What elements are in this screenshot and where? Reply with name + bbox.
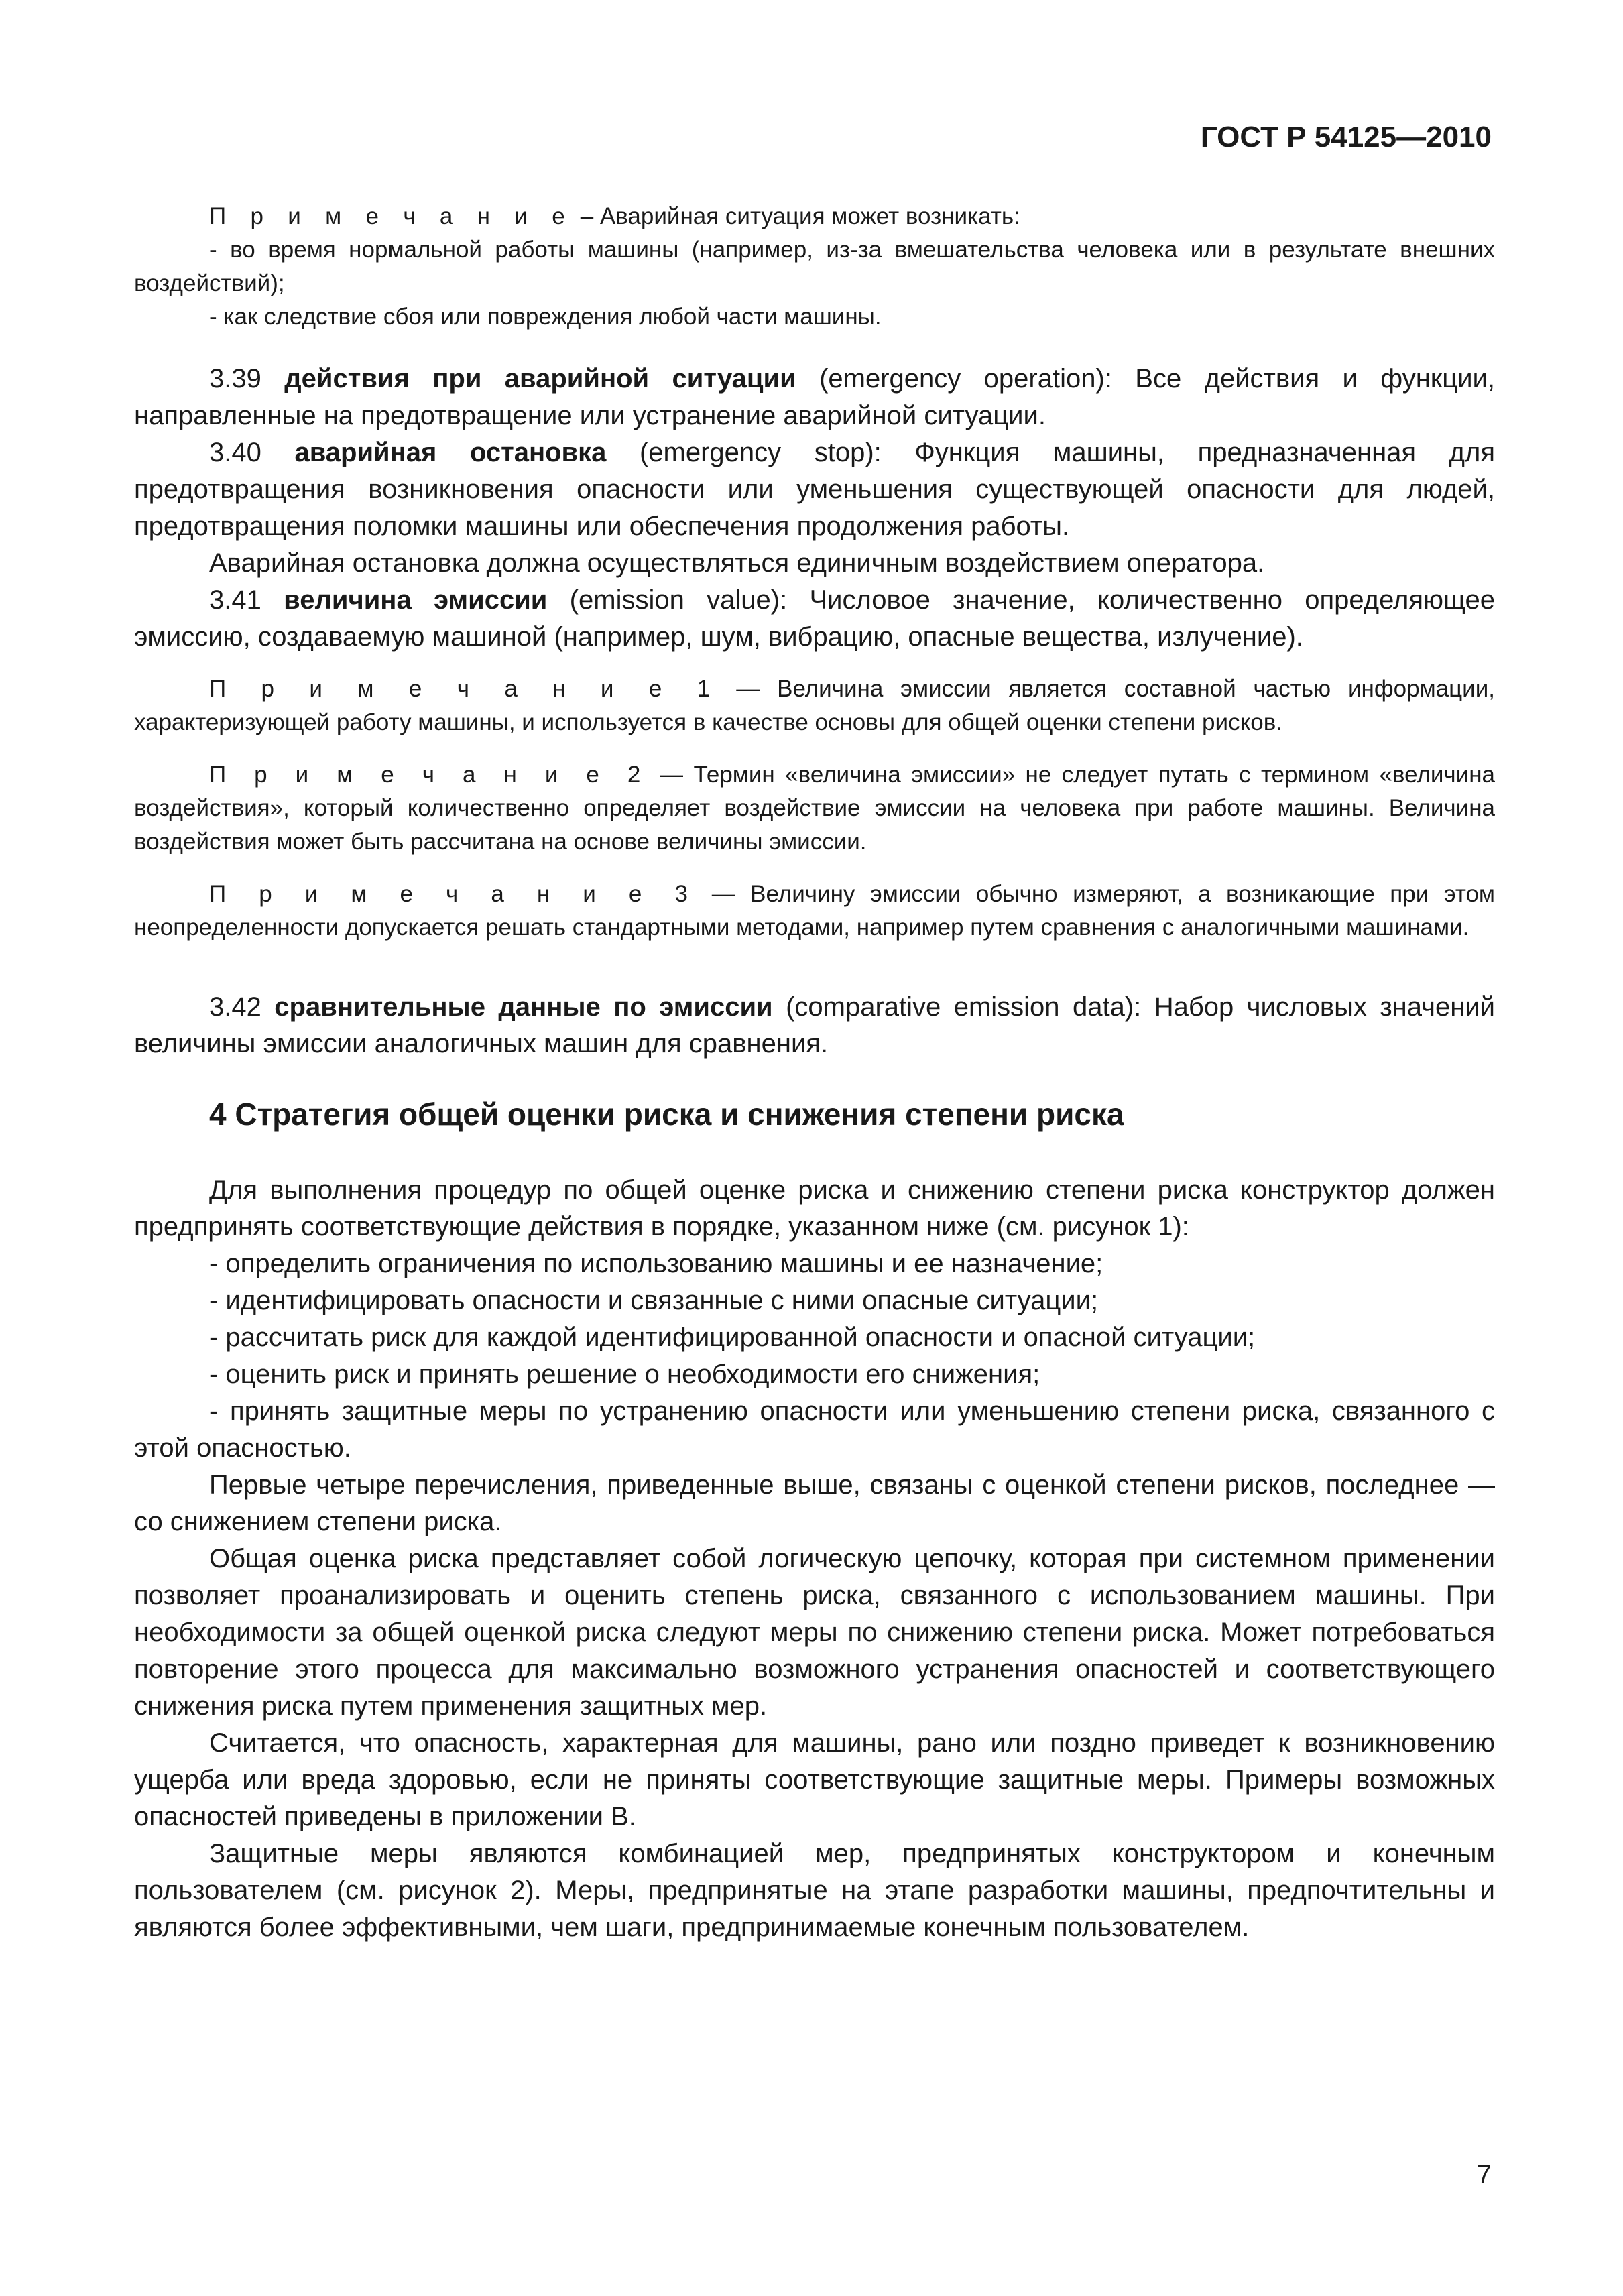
- page-number: 7: [1476, 2160, 1492, 2189]
- note-paragraph: [134, 200, 1495, 233]
- note-text: — Термин «величина эмиссии» не следует путать с термином «величина воздействия», который количественно определяет воздействие эмиссии на человека при работе машины. Величина воздействия может быть рассчитана на основе величины эмиссии.: [134, 762, 1495, 855]
- term-number: 3.40: [209, 438, 261, 467]
- term-definition: (emergency stop): Функция машины, предназначенная для предотвращения возникновения опасности или уменьшения существующей опасности для людей, предотвращения поломки машины или обеспечения продолжения работы.: [134, 438, 1495, 541]
- note-label: П р и м е ч а н и е 3: [209, 881, 697, 907]
- list-item: - идентифицировать опасности и связанные с ними опасные ситуации;: [209, 1286, 1099, 1315]
- term-342-block: [134, 989, 1495, 1063]
- section-body: [134, 1172, 1495, 1946]
- notes-block: [134, 672, 1495, 945]
- note-paragraph: [134, 758, 1495, 859]
- section-heading-block: [134, 1094, 1495, 1134]
- term-number: 3.39: [209, 364, 261, 394]
- term-definition: (comparative emission data): Набор числовых значений величины эмиссии аналогичных машин для сравнения.: [134, 992, 1495, 1059]
- list-item: - рассчитать риск для каждой идентифицированной опасности и опасной ситуации;: [209, 1323, 1256, 1352]
- note-list-item: - как следствие сбоя или повреждения любой части машины.: [209, 304, 882, 330]
- term-entry: [134, 361, 1495, 434]
- term-entry: [134, 582, 1495, 656]
- note-text: — Величину эмиссии обычно измеряют, а возникающие при этом неопределенности допускается решать стандартными методами, например путем сравнения с аналогичными машинами.: [134, 881, 1495, 941]
- term-entry: [134, 434, 1495, 545]
- paragraph: Считается, что опасность, характерная для машины, рано или поздно приведет к возникновению ущерба или вреда здоровью, если не приняты соответствующие защитные меры. Примеры возможных опасностей приведены в приложении В.: [134, 1728, 1495, 1831]
- note-text: — Величина эмиссии является составной частью информации, характеризующей работу машины, и используется в качестве основы для общей оценки степени рисков.: [134, 676, 1495, 735]
- terms-block: [134, 361, 1495, 656]
- note-text: – Аварийная ситуация может возникать:: [573, 203, 1020, 229]
- term-definition: (emergency operation): Все действия и функции, направленные на предотвращение или устранение аварийной ситуации.: [134, 364, 1495, 430]
- document-header: ГОСТ Р 54125—2010: [1200, 121, 1492, 154]
- paragraph: Общая оценка риска представляет собой логическую цепочку, которая при системном применении позволяет проанализировать и оценить степень риска, связанного с использованием машины. При необходимости за общей оценкой риска следуют меры по снижению степени риска. Может потребоваться повторение этого процесса для максимально возможного устранения опасностей и соответствующего снижения риска путем применения защитных мер.: [134, 1544, 1495, 1721]
- term-name: аварийная остановка: [294, 438, 607, 467]
- term-entry: [134, 989, 1495, 1063]
- note-paragraph: [134, 878, 1495, 945]
- note-paragraph: [134, 672, 1495, 739]
- term-name: величина эмиссии: [284, 585, 548, 615]
- section-intro: Для выполнения процедур по общей оценке риска и снижению степени риска конструктор должен предпринять соответствующие действия в порядке, указанном ниже (см. рисунок 1):: [134, 1175, 1495, 1242]
- note-label: П р и м е ч а н и е: [209, 203, 574, 229]
- list-item: - определить ограничения по использованию машины и ее назначение;: [209, 1249, 1103, 1278]
- list-item: - оценить риск и принять решение о необходимости его снижения;: [209, 1360, 1040, 1389]
- term-extra: Аварийная остановка должна осуществляться единичным воздействием оператора.: [209, 548, 1265, 578]
- note-label: П р и м е ч а н и е 1: [209, 676, 719, 702]
- paragraph: Защитные меры являются комбинацией мер, предпринятых конструктором и конечным пользователем (см. рисунок 2). Меры, предпринятые на этапе разработки машины, предпочтительны и являются более эффективными, чем шаги, предпринимаемые конечным пользователем.: [134, 1839, 1495, 1942]
- section-title: 4 Стратегия общей оценки риска и снижения степени риска: [209, 1097, 1124, 1132]
- term-name: действия при аварийной ситуации: [284, 364, 796, 394]
- term-definition: (emission value): Числовое значение, количественно определяющее эмиссию, создаваемую машиной (например, шум, вибрацию, опасные вещества, излучение).: [134, 585, 1495, 652]
- term-number: 3.41: [209, 585, 261, 615]
- note-label: П р и м е ч а н и е 2: [209, 762, 650, 788]
- term-number: 3.42: [209, 992, 261, 1022]
- paragraph: Первые четыре перечисления, приведенные выше, связаны с оценкой степени рисков, последнее — со снижением степени риска.: [134, 1470, 1495, 1536]
- note-list-item: - во время нормальной работы машины (например, из-за вмешательства человека или в результате внешних воздействий);: [134, 237, 1495, 296]
- note-block-intro: [134, 200, 1495, 334]
- list-item: - принять защитные меры по устранению опасности или уменьшению степени риска, связанного с этой опасностью.: [134, 1396, 1495, 1463]
- term-name: сравнительные данные по эмиссии: [274, 992, 773, 1022]
